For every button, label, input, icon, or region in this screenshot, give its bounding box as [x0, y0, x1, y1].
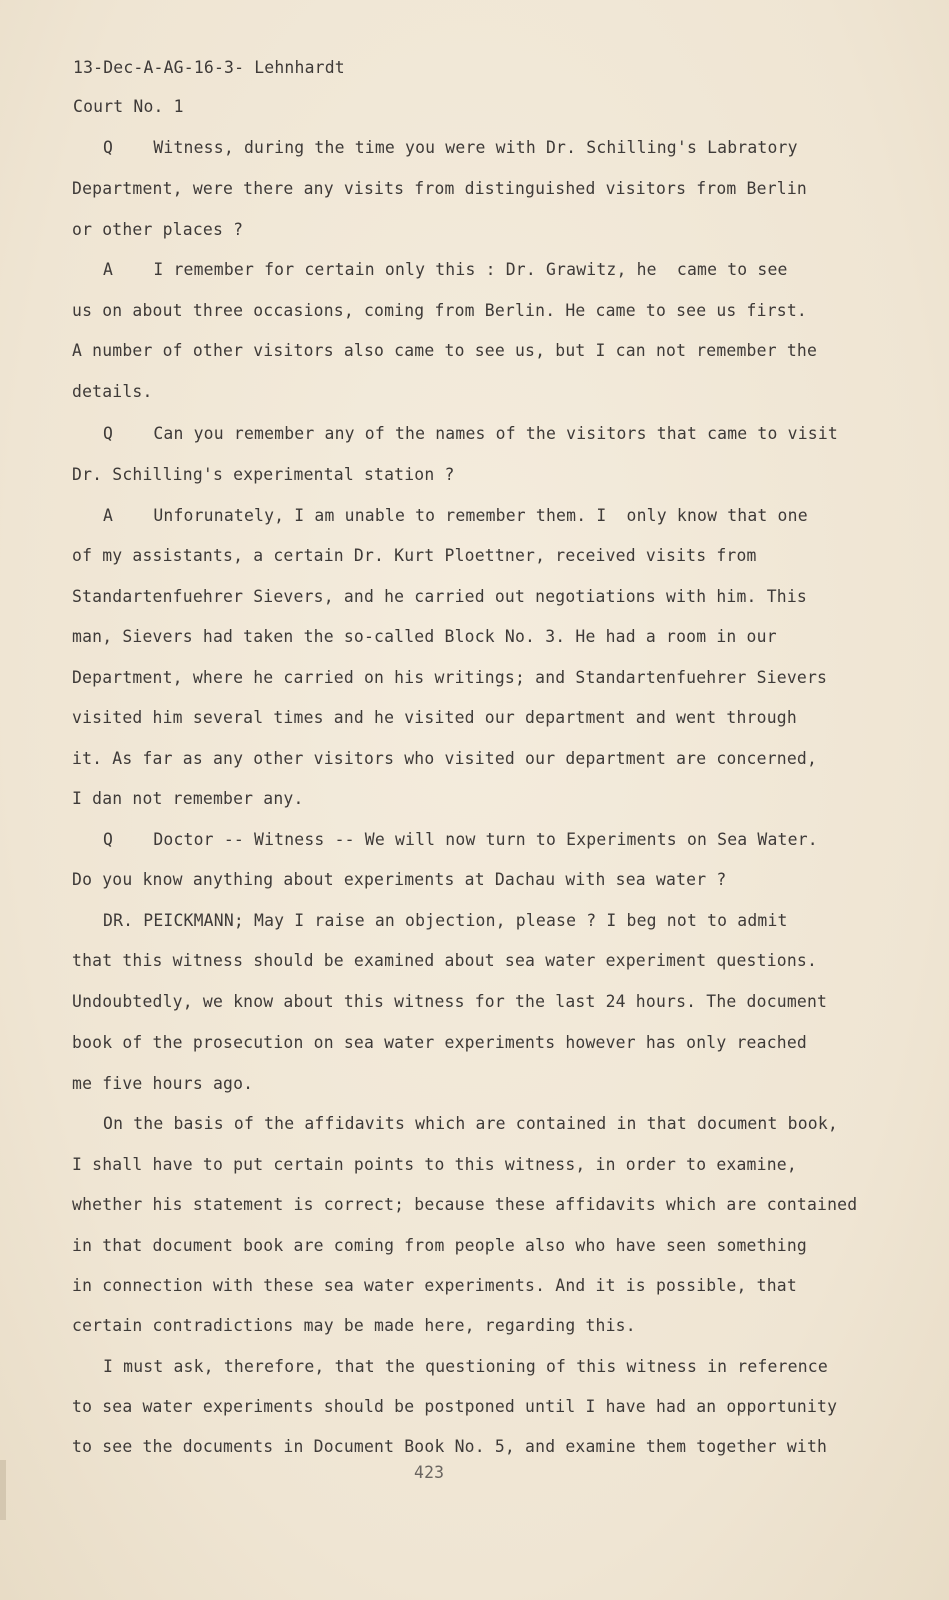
text-line: I dan not remember any. — [72, 789, 304, 808]
header-code: 13-Dec-A-AG-16-3- Lehnhardt — [73, 58, 345, 77]
text-line: DR. PEICKMANN; May I raise an objection, please ? I beg not to admit — [103, 911, 788, 930]
text-line: in connection with these sea water experiments. And it is possible, that — [72, 1276, 797, 1295]
text-line: to sea water experiments should be postponed until I have had an opportunity — [72, 1397, 838, 1416]
text-line: Standartenfuehrer Sievers, and he carried out negotiations with him. This — [72, 587, 807, 606]
text-line: Q Doctor -- Witness -- We will now turn to Experiments on Sea Water. — [103, 830, 818, 849]
text-line: details. — [72, 382, 153, 401]
text-line: Q Can you remember any of the names of the visitors that came to visit — [103, 424, 838, 443]
text-line: in that document book are coming from people also who have seen something — [72, 1236, 807, 1255]
text-line: On the basis of the affidavits which are contained in that document book, — [103, 1114, 838, 1133]
text-line: me five hours ago. — [72, 1074, 254, 1093]
court-label: Court No. 1 — [73, 97, 184, 116]
text-line: I shall have to put certain points to this witness, in order to examine, — [72, 1155, 797, 1174]
text-line: A I remember for certain only this : Dr. Grawitz, he came to see — [103, 260, 788, 279]
text-line: Dr. Schilling's experimental station ? — [72, 465, 455, 484]
text-line: A number of other visitors also came to see us, but I can not remember the — [72, 341, 818, 360]
text-line: or other places ? — [72, 220, 244, 239]
text-line: it. As far as any other visitors who visited our department are concerned, — [72, 749, 818, 768]
text-line: Department, where he carried on his writings; and Standartenfuehrer Sievers — [72, 668, 828, 687]
text-line: book of the prosecution on sea water experiments however has only reached — [72, 1033, 807, 1052]
text-line: to see the documents in Document Book No. 5, and examine them together with — [72, 1437, 828, 1456]
text-line: us on about three occasions, coming from Berlin. He came to see us first. — [72, 301, 807, 320]
text-line: certain contradictions may be made here, regarding this. — [72, 1316, 636, 1335]
text-line: of my assistants, a certain Dr. Kurt Ploettner, received visits from — [72, 546, 757, 565]
text-line: A Unforunately, I am unable to remember them. I only know that one — [103, 506, 808, 525]
text-line: man, Sievers had taken the so-called Block No. 3. He had a room in our — [72, 627, 777, 646]
text-line: Undoubtedly, we know about this witness for the last 24 hours. The document — [72, 992, 828, 1011]
text-line: Q Witness, during the time you were with Dr. Schilling's Labratory — [103, 138, 798, 157]
text-line: Do you know anything about experiments at Dachau with sea water ? — [72, 870, 727, 889]
page-number: 423 — [414, 1463, 445, 1482]
page-edge-mark — [0, 1460, 6, 1520]
text-line: I must ask, therefore, that the questioning of this witness in reference — [103, 1357, 828, 1376]
text-line: visited him several times and he visited our department and went through — [72, 708, 797, 727]
text-line: Department, were there any visits from distinguished visitors from Berlin — [72, 179, 807, 198]
text-line: whether his statement is correct; because these affidavits which are contained — [72, 1195, 858, 1214]
text-line: that this witness should be examined about sea water experiment questions. — [72, 951, 818, 970]
